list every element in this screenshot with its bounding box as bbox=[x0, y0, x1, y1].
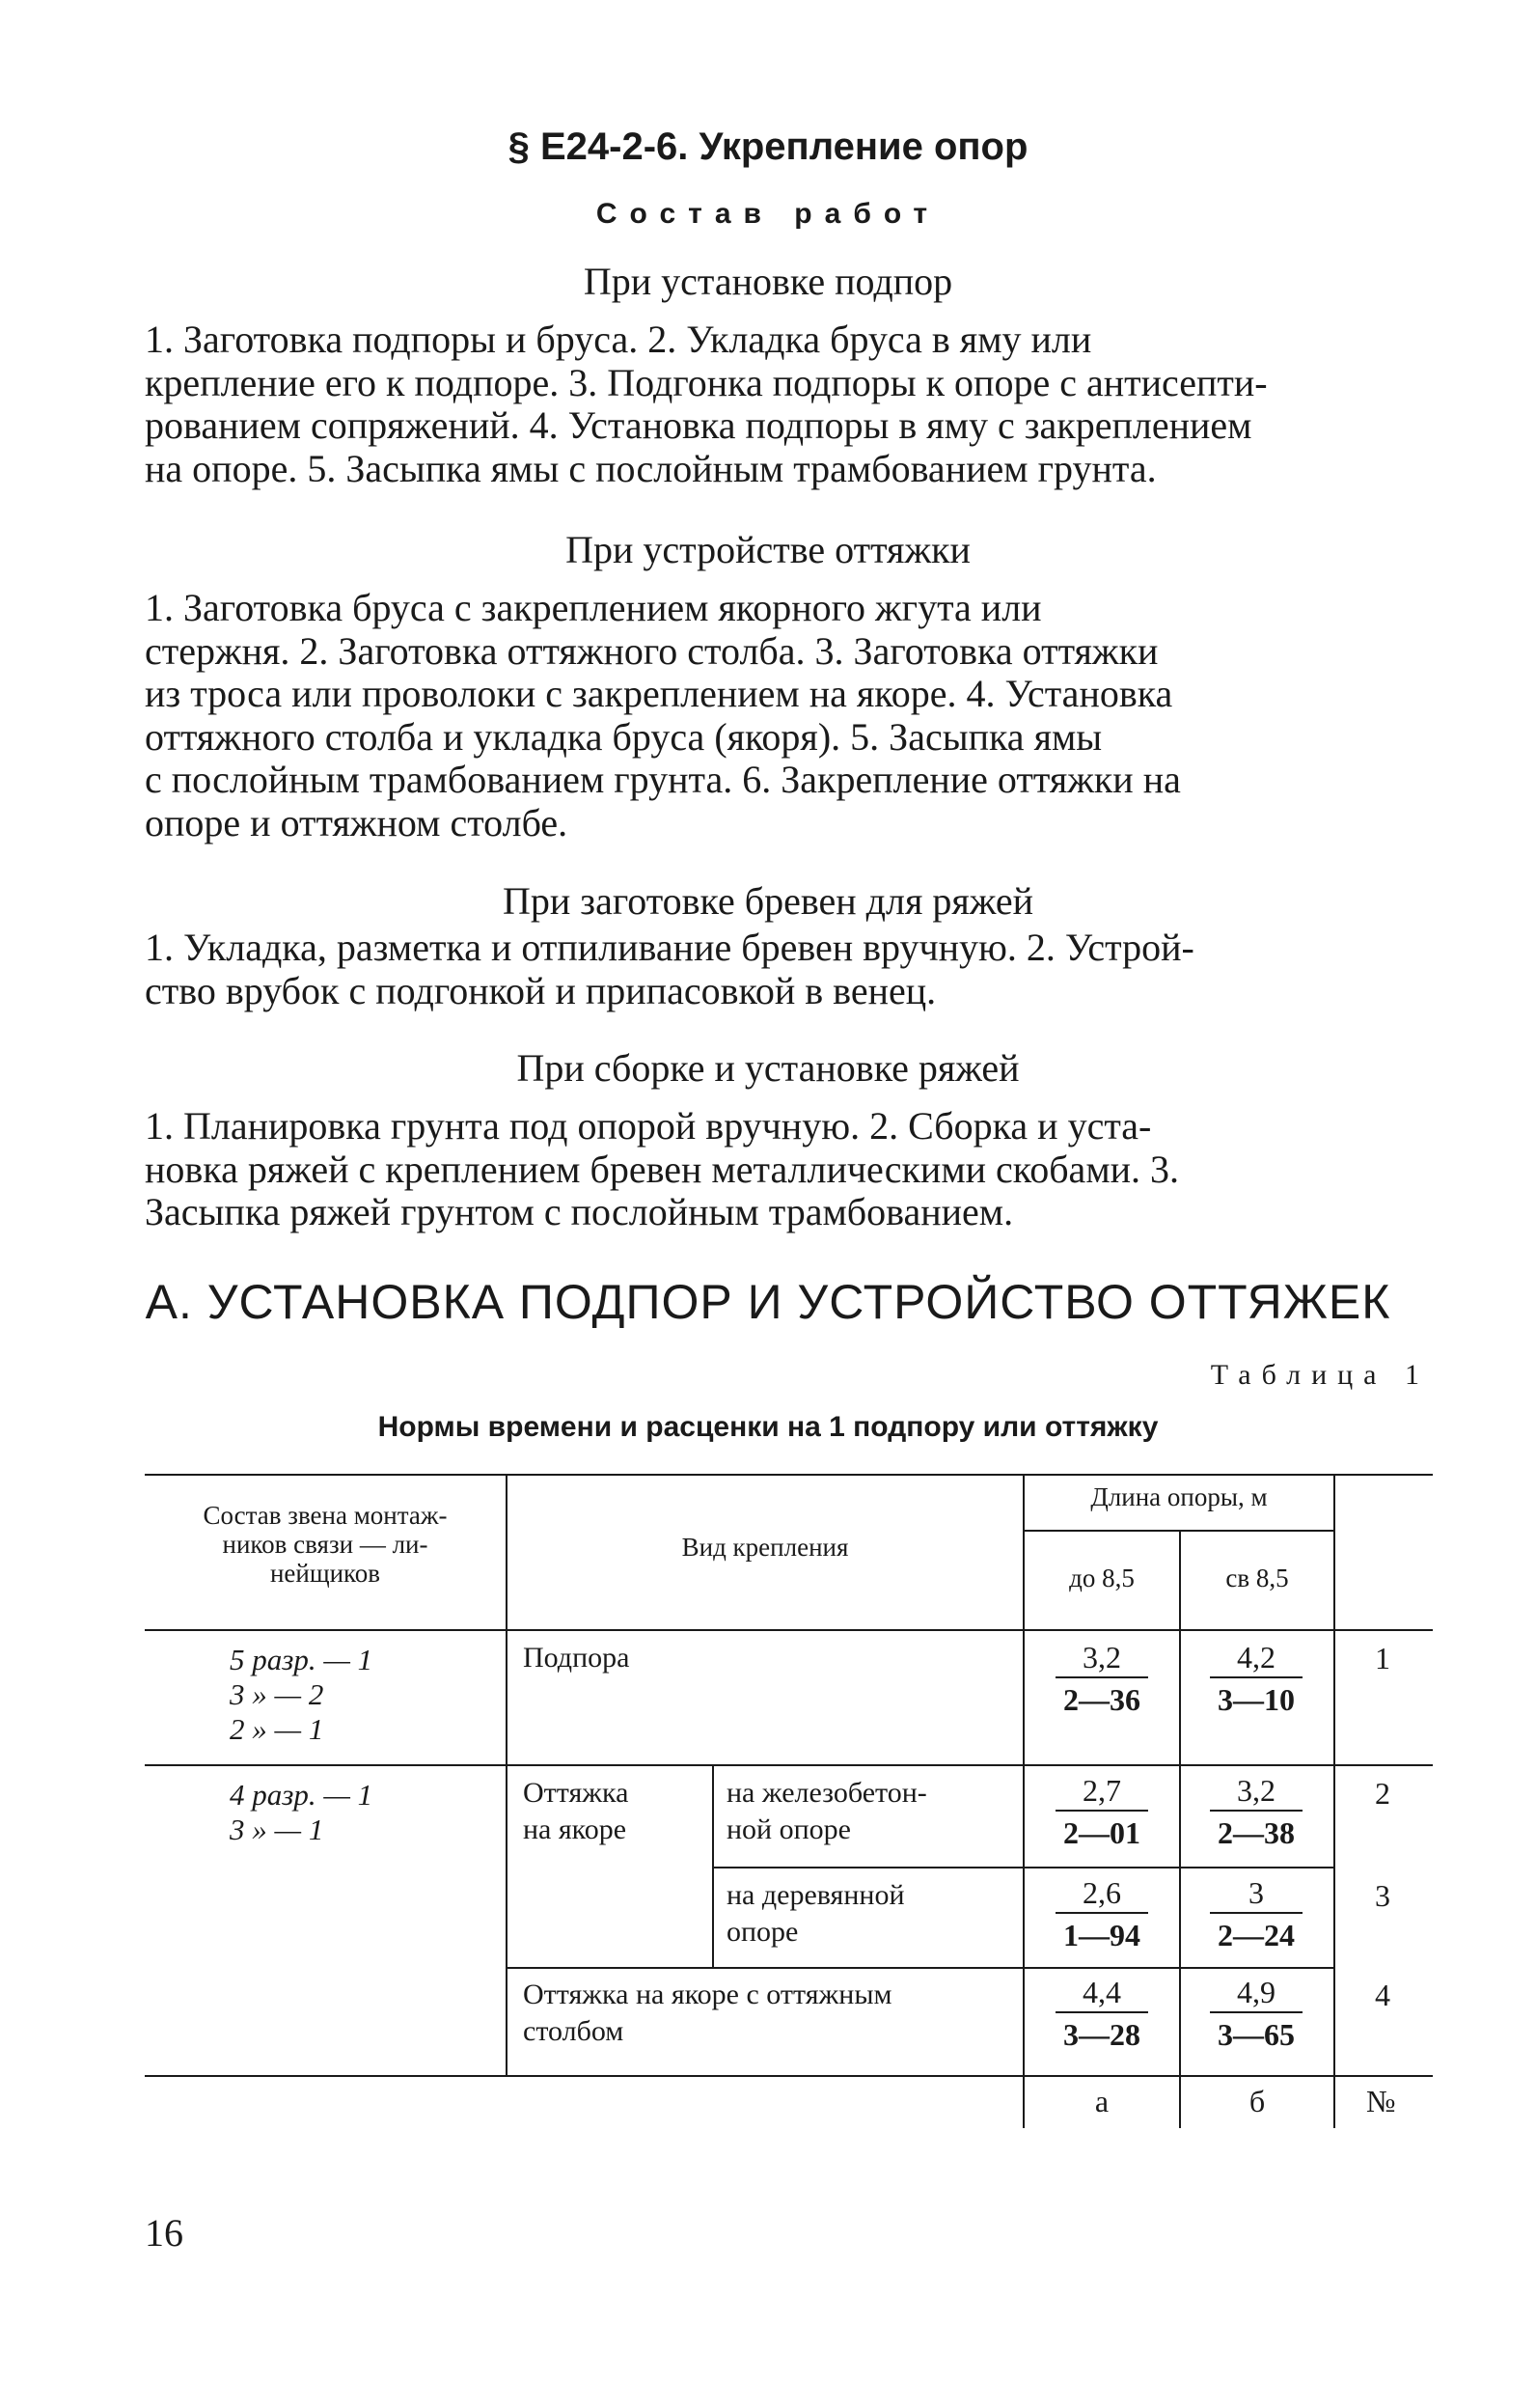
subsection-text-logs bbox=[145, 927, 1433, 1012]
subsection-heading-cribs: При сборке и установке ряжей bbox=[516, 1046, 1020, 1090]
type-line: на деревянной bbox=[727, 1879, 905, 1911]
norm-value: 3,2 bbox=[1237, 1773, 1275, 1808]
subsection-heading-logs: При заготовке бревен для ряжей bbox=[502, 879, 1034, 923]
rate-value: 2—36 bbox=[1063, 1682, 1140, 1717]
table-rule bbox=[1179, 1530, 1181, 2128]
text-line: Засыпка ряжей грунтом с послойным трамбованием. bbox=[145, 1190, 1014, 1233]
header-length: Длина опоры, м bbox=[1090, 1482, 1268, 1511]
rate-value: 3—28 bbox=[1063, 2017, 1140, 2052]
rate-value: 1—94 bbox=[1063, 1918, 1140, 1952]
subsection-text-podpora bbox=[145, 318, 1433, 490]
norm-value: 2,7 bbox=[1083, 1773, 1121, 1808]
type-line: ной опоре bbox=[727, 1813, 851, 1845]
table-rule bbox=[145, 1629, 1433, 1631]
norm-value: 4,9 bbox=[1237, 1975, 1275, 2009]
type-on-wood bbox=[727, 1877, 1016, 1951]
text-line: стержня. 2. Заготовка оттяжного столба. 3. Заготовка оттяжки bbox=[145, 628, 1159, 673]
subsection-heading-podpora: При установке подпор bbox=[583, 260, 953, 303]
subsection-text-cribs bbox=[145, 1105, 1433, 1234]
norm-row3-b bbox=[1206, 1873, 1306, 1956]
text-line: оттяжного столба и укладка бруса (якоря). 5. Засыпка ямы bbox=[145, 714, 1103, 759]
crew-line: 3 » — 1 bbox=[230, 1813, 324, 1846]
rate-value: 2—24 bbox=[1218, 1918, 1295, 1952]
norm-row4-a bbox=[1052, 1973, 1152, 2056]
row-number-3: 3 bbox=[1375, 1878, 1390, 1913]
row-number-4: 4 bbox=[1375, 1978, 1390, 2012]
section-title: § Е24-2-6. Укрепление опор bbox=[507, 125, 1029, 168]
rate-value: 3—10 bbox=[1218, 1682, 1295, 1717]
norm-value: 3,2 bbox=[1083, 1640, 1121, 1675]
norm-value: 3 bbox=[1248, 1875, 1264, 1910]
crew-group-2 bbox=[230, 1778, 490, 1847]
text-line: из троса или проволоки с закреплением на якоре. 4. Установка bbox=[145, 672, 1173, 715]
text-line: ство врубок с подгонкой и припасовкой в венец. bbox=[145, 968, 937, 1012]
type-on-rc bbox=[727, 1775, 1016, 1848]
rate-value: 3—65 bbox=[1218, 2017, 1295, 2052]
type-line: на якоре bbox=[523, 1813, 627, 1845]
table-rule bbox=[145, 1474, 1433, 1476]
type-line: Оттяжка bbox=[523, 1777, 629, 1809]
crew-group-1 bbox=[230, 1643, 490, 1747]
crew-line: 5 разр. — 1 bbox=[230, 1643, 373, 1676]
norm-row1-b bbox=[1206, 1638, 1306, 1721]
table-rule bbox=[712, 1764, 714, 1967]
header-crew-line: Состав звена монтаж- bbox=[203, 1501, 448, 1530]
subsection-text-guy bbox=[145, 587, 1433, 844]
type-anchor bbox=[523, 1775, 628, 1848]
text-line: опоре и оттяжном столбе. bbox=[145, 800, 568, 844]
table-rule bbox=[1333, 1474, 1335, 2128]
text-line: на опоре. 5. Засыпка ямы с послойным трамбованием грунта. bbox=[145, 446, 1157, 490]
type-line: Оттяжка на якоре с оттяжным bbox=[523, 1979, 892, 2010]
text-line: 1. Заготовка бруса с закреплением якорного жгута или bbox=[145, 586, 1042, 629]
table-rule bbox=[145, 1764, 1433, 1766]
type-with-post bbox=[523, 1977, 1025, 2050]
text-line: рованием сопряжений. 4. Установка подпоры в яму с закреплением bbox=[145, 403, 1252, 447]
norm-row4-b bbox=[1206, 1973, 1306, 2056]
text-line: 1. Заготовка подпоры и бруса. 2. Укладка бруса в яму или bbox=[145, 318, 1092, 361]
crew-line: 2 » — 1 bbox=[230, 1712, 324, 1746]
rate-value: 2—01 bbox=[1063, 1815, 1140, 1850]
norm-row2-a bbox=[1052, 1771, 1152, 1854]
type-line: на железобетон- bbox=[727, 1777, 927, 1809]
type-line: столбом bbox=[523, 2015, 624, 2047]
composition-label: Состав работ bbox=[595, 198, 941, 230]
page-number: 16 bbox=[145, 2211, 183, 2255]
header-crew-line: ников связи — ли- bbox=[222, 1530, 428, 1559]
table-title: Нормы времени и расценки на 1 подпору или оттяжку bbox=[377, 1411, 1159, 1443]
table-rule bbox=[506, 1967, 1333, 1969]
header-crew-line: нейщиков bbox=[269, 1559, 381, 1588]
norm-value: 4,4 bbox=[1083, 1975, 1121, 2009]
norm-value: 4,2 bbox=[1237, 1640, 1275, 1675]
text-line: 1. Планировка грунта под опорой вручную. 2. Сборка и уста- bbox=[145, 1104, 1152, 1148]
norm-row1-a bbox=[1052, 1638, 1152, 1721]
text-line: с послойным трамбованием грунта. 6. Закрепление оттяжки на bbox=[145, 758, 1181, 801]
text-line: 1. Укладка, разметка и отпиливание бревен вручную. 2. Устрой- bbox=[145, 926, 1194, 969]
norm-row3-a bbox=[1052, 1873, 1152, 1956]
footer-col-no: № bbox=[1366, 2084, 1396, 2118]
row-number-1: 1 bbox=[1375, 1641, 1390, 1675]
type-podpora: Подпора bbox=[523, 1642, 630, 1674]
table-rule bbox=[1023, 1530, 1333, 1532]
footer-col-a: а bbox=[1094, 2084, 1110, 2118]
row-number-2: 2 bbox=[1375, 1776, 1390, 1811]
type-line: опоре bbox=[727, 1916, 799, 1948]
heading-a: А. УСТАНОВКА ПОДПОР И УСТРОЙСТВО ОТТЯЖЕК bbox=[145, 1275, 1391, 1329]
norm-row2-b bbox=[1206, 1771, 1306, 1854]
footer-col-b: б bbox=[1248, 2084, 1266, 2118]
header-type: Вид крепления bbox=[681, 1533, 849, 1562]
subsection-heading-guy: При устройстве оттяжки bbox=[565, 528, 971, 571]
header-crew bbox=[147, 1501, 504, 1588]
crew-line: 3 » — 2 bbox=[230, 1677, 324, 1711]
text-line: крепление его к подпоре. 3. Подгонка подпоры к опоре с антисепти- bbox=[145, 360, 1268, 404]
header-col-b: св 8,5 bbox=[1225, 1564, 1289, 1592]
rate-value: 2—38 bbox=[1218, 1815, 1295, 1850]
table-label: Таблица 1 bbox=[1210, 1359, 1430, 1391]
norm-value: 2,6 bbox=[1083, 1875, 1121, 1910]
text-line: новка ряжей с креплением бревен металлическими скобами. 3. bbox=[145, 1147, 1180, 1191]
table-rule bbox=[506, 1474, 507, 2075]
header-col-a: до 8,5 bbox=[1069, 1564, 1135, 1592]
table-rule bbox=[145, 2075, 1433, 2077]
crew-line: 4 разр. — 1 bbox=[230, 1778, 373, 1812]
